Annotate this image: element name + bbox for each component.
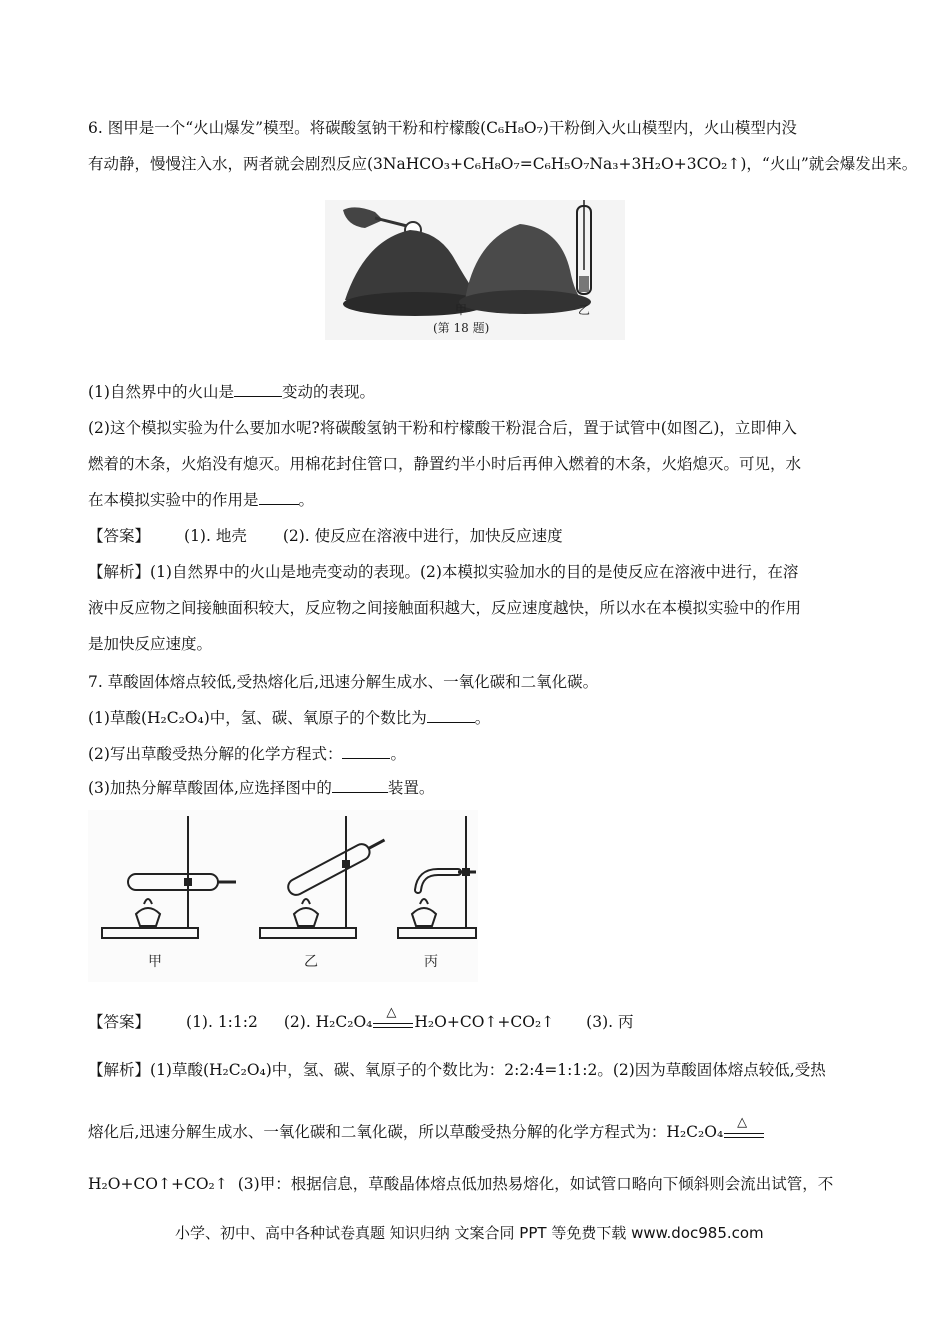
fig-label-bing: 丙: [424, 954, 438, 970]
answer-tag: 【答案】: [88, 527, 151, 545]
q6-sub1: (1)自然界中的火山是 变动的表现。: [88, 383, 375, 401]
q6-line1: 6. 图甲是一个“火山爆发”模型。将碳酸氢钠干粉和柠檬酸(C₆H₈O₇)干粉倒入火山模型内，火山模型内没: [88, 119, 797, 137]
q6-analysis-l3: 是加快反应速度。: [88, 635, 213, 653]
volcano-figure: [325, 200, 625, 340]
apparatus-figure: [88, 810, 478, 982]
heat-equals-sign: △: [373, 1014, 413, 1032]
q7-stem: 7. 草酸固体熔点较低,受热熔化后,迅速分解生成水、一氧化碳和二氧化碳。: [88, 673, 599, 691]
q7-sub2: (2)写出草酸受热分解的化学方程式： 。: [88, 745, 406, 763]
q7-sub1: (1)草酸(H₂C₂O₄)中，氢、碳、氧原子的个数比为 。: [88, 709, 491, 727]
analysis-tag: 【解析】: [88, 1061, 151, 1079]
fig-label-jia: 甲: [455, 303, 468, 317]
q7-sub3: (3)加热分解草酸固体,应选择图中的 装置。: [88, 779, 435, 797]
q6-answer: 【答案】 (1). 地壳 (2). 使反应在溶液中进行，加快反应速度: [88, 527, 563, 545]
q6-analysis-l1: 【解析】(1)自然界中的火山是地壳变动的表现。(2)本模拟实验加水的目的是使反应在溶液中进行，在溶: [88, 563, 799, 581]
q6-sub2-l2: 燃着的木条，火焰没有熄灭。用棉花封住管口，静置约半小时后再伸入燃着的木条，火焰熄灭。可见，水: [88, 455, 802, 473]
fig-caption: (第 18 题): [433, 321, 490, 335]
q7-analysis-l1: 【解析】(1)草酸(H₂C₂O₄)中，氢、碳、氧原子的个数比为：2:2:4=1:1:2。(2)因为草酸固体熔点较低,受热: [88, 1061, 826, 1079]
q6-sub2-l3: 在本模拟实验中的作用是 。: [88, 491, 315, 509]
fig-label-jia: 甲: [148, 954, 162, 970]
q7-analysis-l3: H₂O+CO↑+CO₂↑ (3)甲：根据信息，草酸晶体熔点低加热易熔化，如试管口略向下倾斜则会流出试管，不: [88, 1175, 834, 1193]
answer-tag: 【答案】: [88, 1013, 151, 1031]
q6-sub2-l1: (2)这个模拟实验为什么要加水呢?将碳酸氢钠干粉和柠檬酸干粉混合后，置于试管中(如图乙)，立即伸入: [88, 419, 797, 437]
q7-analysis-l2: 熔化后,迅速分解生成水、一氧化碳和二氧化碳，所以草酸受热分解的化学方程式为：H₂C₂O₄ △: [88, 1120, 765, 1142]
page-footer: 小学、初中、高中各种试卷真题 知识归纳 文案合同 PPT 等免费下载 www.doc985.com: [175, 1224, 764, 1242]
fig-label-yi: 乙: [578, 303, 591, 317]
analysis-tag: 【解析】: [88, 563, 151, 581]
q6-line2: 有动静，慢慢注入水，两者就会剧烈反应(3NaHCO₃+C₆H₈O₇=C₆H₅O₇Na₃+3H₂O+3CO₂↑)，“火山”就会爆发出来。: [88, 155, 918, 173]
heat-equals-sign: △: [724, 1124, 764, 1142]
q6-analysis-l2: 液中反应物之间接触面积较大，反应物之间接触面积越大，反应速度越快，所以水在本模拟实验中的作用: [88, 599, 802, 617]
fig-label-yi: 乙: [304, 954, 318, 970]
q7-answer: 【答案】 (1). 1:1:2 (2). H₂C₂O₄ △ H₂O+CO↑+CO₂↑ (3). 丙: [88, 1005, 634, 1031]
